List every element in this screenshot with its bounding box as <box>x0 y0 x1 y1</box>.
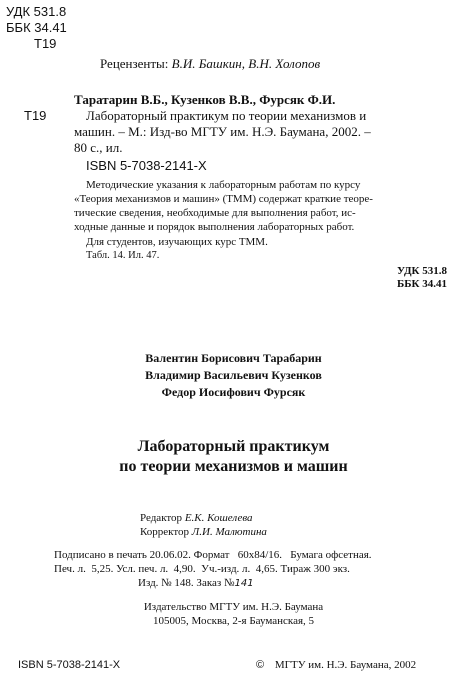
corrector-line <box>140 526 267 539</box>
udk-code-right: УДК 531.8 <box>396 265 447 277</box>
author-name-1: Валентин Борисович Тарабарин <box>145 351 322 365</box>
catalog-authors: Таратарин В.Б., Кузенков В.В., Фурсяк Ф.И. <box>74 92 336 107</box>
catalog-desc-line2: машин. – М.: Изд-во МГТУ им. Н.Э. Баумана, 2002. – <box>74 124 371 139</box>
reviewers-names: В.И. Башкин, В.Н. Холопов <box>171 56 321 71</box>
footer-copyright-line <box>256 659 416 672</box>
audience-line: Для студентов, изучающих курс ТММ. <box>86 236 268 248</box>
editor-label: Редактор <box>140 512 183 524</box>
editor-name: Е.К. Кошелева <box>184 512 253 524</box>
footer-isbn: ISBN 5-7038-2141-X <box>18 659 121 671</box>
author-name-2: Владимир Васильевич Кузенков <box>145 368 322 382</box>
print-info-line3 <box>138 577 254 590</box>
author-name-3: Федор Иосифович Фурсяк <box>161 385 306 399</box>
publisher-name: Издательство МГТУ им. Н.Э. Баумана <box>143 601 324 613</box>
copyright-symbol: © <box>256 659 265 671</box>
annotation-line2: «Теория механизмов и машин» (ТММ) содержат краткие теоре- <box>74 193 373 205</box>
bbk-code: ББК 34.41 <box>6 20 67 35</box>
print-info-line2: Печ. л. 5,25. Усл. печ. л. 4,90. Уч.-изд. л. 4,65. Тираж 300 экз. <box>54 563 350 575</box>
print-info-line1: Подписано в печать 20.06.02. Формат 60х84/16. Бумага офсетная. <box>54 549 372 561</box>
book-title-line2: по теории механизмов и машин <box>119 458 348 475</box>
cutter-code: Т19 <box>34 36 57 51</box>
catalog-code: Т19 <box>24 108 47 123</box>
annotation-line1: Методические указания к лабораторным работам по курсу <box>86 179 361 191</box>
corrector-label: Корректор <box>140 526 190 538</box>
book-title-line1: Лабораторный практикум <box>137 438 330 455</box>
annotation-line3: тические сведения, необходимые для выполнения работ, ис- <box>74 207 356 219</box>
editor-line <box>140 512 253 525</box>
udk-code: УДК 531.8 <box>6 4 67 19</box>
corrector-name: Л.И. Малютина <box>191 526 267 538</box>
publisher-address: 105005, Москва, 2-я Бауманская, 5 <box>152 615 315 627</box>
order-number-label: Изд. № 148. Заказ № <box>138 577 235 589</box>
annotation-line4: ходные данные и порядок выполнения лабораторных работ. <box>74 221 355 233</box>
tables-illustrations: Табл. 14. Ил. 47. <box>86 250 160 261</box>
catalog-desc-line3: 80 с., ил. <box>74 140 123 155</box>
catalog-isbn: ISBN 5-7038-2141-X <box>86 158 207 173</box>
reviewers-line <box>100 56 320 71</box>
bbk-code-right: ББК 34.41 <box>396 278 447 290</box>
handwritten-order-number: 141 <box>234 578 254 589</box>
catalog-desc-line1: Лабораторный практикум по теории механизмов и <box>86 108 367 123</box>
reviewers-label: Рецензенты: <box>100 56 169 71</box>
copyright-text: МГТУ им. Н.Э. Баумана, 2002 <box>274 659 417 671</box>
